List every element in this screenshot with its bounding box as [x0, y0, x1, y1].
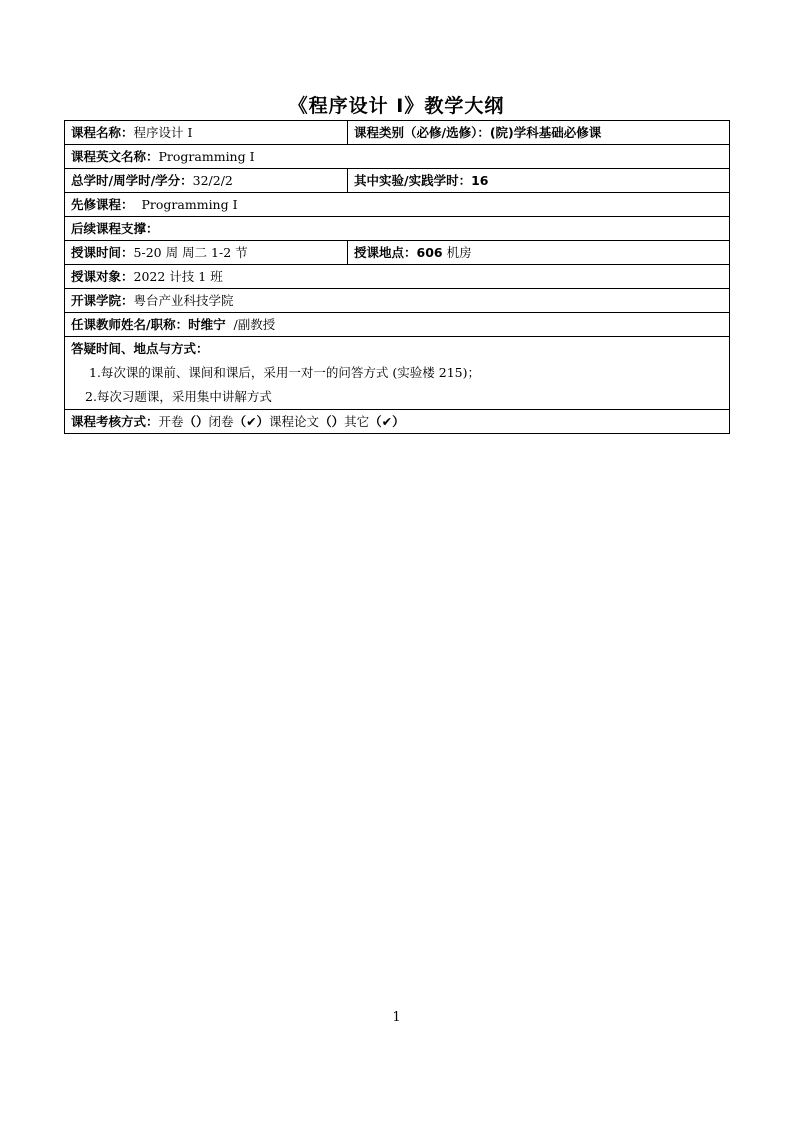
- prerequisite-label: 先修课程：: [71, 197, 134, 212]
- lab-hours-value: 16: [471, 173, 489, 188]
- assessment-closed: 闭卷: [208, 414, 234, 429]
- teacher-name: 时维宁: [188, 317, 226, 332]
- assessment-paper: 课程论文: [269, 414, 320, 429]
- syllabus-table: [64, 120, 730, 434]
- english-name-cell: [65, 145, 730, 169]
- assessment-other-mark: （✔）: [369, 414, 405, 429]
- hours-value: 32/2/2: [192, 173, 233, 188]
- course-category-cell: [348, 121, 730, 145]
- prerequisite-value: Programming I: [141, 197, 238, 212]
- table-row: [65, 313, 730, 337]
- followup-cell: [65, 217, 730, 241]
- schedule-cell: [65, 241, 348, 265]
- hours-cell: [65, 169, 348, 193]
- table-row: [65, 169, 730, 193]
- english-name-value: Programming I: [158, 149, 255, 164]
- assessment-other: 其它: [344, 414, 370, 429]
- table-row: [65, 193, 730, 217]
- assessment-label: 课程考核方式：: [71, 414, 159, 429]
- qa-line-2: 2.每次习题课，采用集中讲解方式: [85, 389, 272, 404]
- audience-value: 2022 计技 1 班: [133, 269, 223, 284]
- schedule-label: 授课时间：: [71, 245, 134, 260]
- qa-cell: [65, 337, 730, 410]
- location-label: 授课地点：: [354, 245, 417, 260]
- location-value: 机房: [442, 245, 472, 260]
- college-label: 开课学院：: [71, 293, 134, 308]
- table-row: [65, 241, 730, 265]
- lab-hours-cell: [348, 169, 730, 193]
- lab-hours-label: 其中实验/实践学时：: [354, 173, 472, 188]
- prerequisite-cell: [65, 193, 730, 217]
- english-name-label: 课程英文名称：: [71, 149, 159, 164]
- audience-cell: [65, 265, 730, 289]
- teacher-label: 任课教师姓名/职称：: [71, 317, 189, 332]
- qa-line-1: 1.每次课的课前、课间和课后，采用一对一的问答方式 (实验楼 215)；: [89, 365, 480, 380]
- table-row: [65, 337, 730, 410]
- course-category-value: (院)学科基础必修课: [489, 125, 602, 140]
- college-cell: [65, 289, 730, 313]
- qa-label: 答疑时间、地点与方式：: [71, 341, 209, 356]
- assessment-open-mark: （）: [183, 414, 209, 429]
- table-row: [65, 121, 730, 145]
- table-row: [65, 410, 730, 434]
- table-row: [65, 217, 730, 241]
- location-room: 606: [416, 245, 443, 260]
- table-row: [65, 289, 730, 313]
- page-number: 1: [392, 1010, 401, 1025]
- college-value: 粤台产业科技学院: [133, 293, 234, 308]
- table-row: [65, 145, 730, 169]
- document-title: 《程序设计 I》教学大纲: [288, 95, 505, 117]
- schedule-value: 5-20 周 周二 1-2 节: [133, 245, 248, 260]
- course-name-label: 课程名称：: [71, 125, 134, 140]
- course-name-cell: [65, 121, 348, 145]
- table-row: [65, 265, 730, 289]
- course-category-label: 课程类别（必修/选修）：: [354, 125, 490, 140]
- hours-label: 总学时/周学时/学分：: [71, 173, 193, 188]
- teacher-cell: [65, 313, 730, 337]
- teacher-title: /副教授: [225, 317, 276, 332]
- location-cell: [348, 241, 730, 265]
- followup-label: 后续课程支撑：: [71, 221, 159, 236]
- assessment-closed-mark: （✔）: [233, 414, 270, 429]
- assessment-open: 开卷: [158, 414, 184, 429]
- course-name-value: 程序设计 I: [133, 125, 193, 140]
- assessment-cell: [65, 410, 730, 434]
- audience-label: 授课对象：: [71, 269, 134, 284]
- assessment-paper-mark: （）: [319, 414, 345, 429]
